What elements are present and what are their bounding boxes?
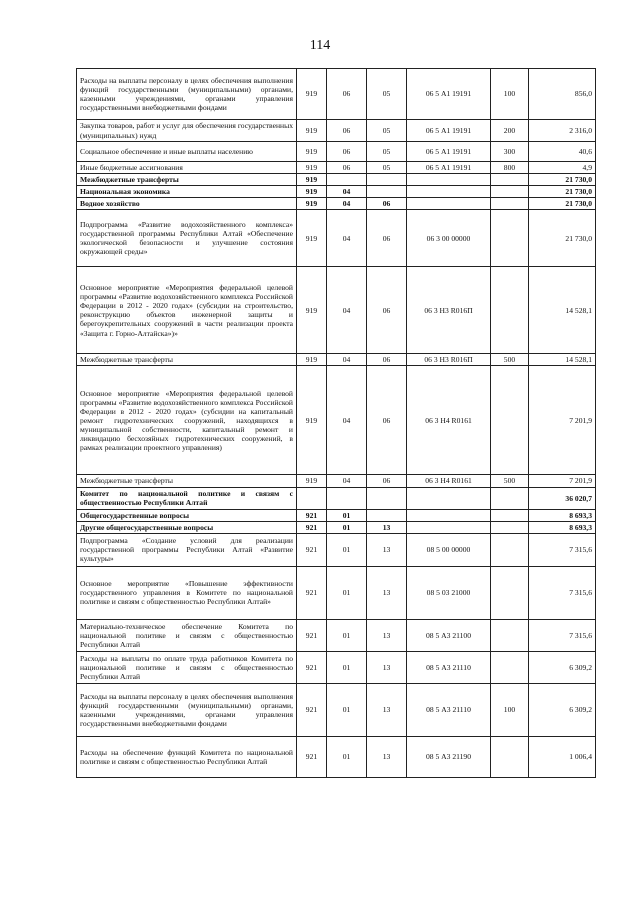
row-name: Материально-техническое обеспечение Комитета по национальной политике и связям с общественностью Республики Алтай — [77, 619, 297, 651]
row-name: Расходы на выплаты персоналу в целях обеспечения выполнения функций государственными (муниципальными) органами, казенными учреждениями, органами управления государственными внебюджетными фондами — [77, 683, 297, 736]
expense-type-code — [491, 651, 529, 683]
subsection-code: 13 — [367, 736, 407, 777]
section-code: 01 — [327, 566, 367, 619]
target-article-code: 08 5 А3 21100 — [407, 619, 491, 651]
subsection-code — [367, 487, 407, 509]
subsection-code — [367, 186, 407, 198]
expense-type-code — [491, 566, 529, 619]
expense-type-code: 200 — [491, 120, 529, 142]
grbs-code: 921 — [297, 566, 327, 619]
grbs-code: 921 — [297, 509, 327, 521]
expense-type-code — [491, 533, 529, 566]
section-code: 04 — [327, 354, 367, 366]
subsection-code: 06 — [367, 210, 407, 267]
amount: 6 309,2 — [529, 651, 596, 683]
row-name: Иные бюджетные ассигнования — [77, 162, 297, 174]
expense-type-code — [491, 174, 529, 186]
expense-type-code: 300 — [491, 142, 529, 162]
expense-type-code: 500 — [491, 354, 529, 366]
amount: 7 315,6 — [529, 619, 596, 651]
amount: 7 201,9 — [529, 475, 596, 487]
row-name: Подпрограмма «Развитие водохозяйственного комплекса» государственной программы Республики Алтай «Обеспечение экологической безопасности и улучшение состояния окружающей среды» — [77, 210, 297, 267]
section-code: 04 — [327, 475, 367, 487]
subsection-code: 13 — [367, 683, 407, 736]
target-article-code: 06 5 А1 19191 — [407, 162, 491, 174]
target-article-code: 06 3 Н4 R0161 — [407, 366, 491, 475]
grbs-code: 919 — [297, 267, 327, 354]
row-name: Основное мероприятие «Мероприятия федеральной целевой программы «Развитие водохозяйственного комплекса Российской Федерации в 2012 - 2020 годах» (субсидии на капитальный ремонт гидротехнических сооружений, находящихся в муниципальной собственности, капитальный ремонт и ликвидацию бесхозяйных гидротехнических сооружений, в рамках реализации проектного управления) — [77, 366, 297, 475]
table-row — [77, 267, 596, 354]
expense-type-code: 100 — [491, 683, 529, 736]
row-name: Закупка товаров, работ и услуг для обеспечения государственных (муниципальных) нужд — [77, 120, 297, 142]
target-article-code: 08 5 03 21000 — [407, 566, 491, 619]
table-row — [77, 354, 596, 366]
amount: 40,6 — [529, 142, 596, 162]
target-article-code — [407, 521, 491, 533]
section-code: 04 — [327, 186, 367, 198]
amount: 21 730,0 — [529, 186, 596, 198]
grbs-code: 919 — [297, 142, 327, 162]
subsection-code: 13 — [367, 619, 407, 651]
grbs-code: 919 — [297, 210, 327, 267]
section-code: 01 — [327, 533, 367, 566]
amount: 7 315,6 — [529, 533, 596, 566]
row-name: Основное мероприятие «Повышение эффективности государственного управления в Комитете по национальной политике и связям с общественностью Республики Алтай» — [77, 566, 297, 619]
target-article-code: 06 5 А1 19191 — [407, 120, 491, 142]
target-article-code: 08 5 А3 21190 — [407, 736, 491, 777]
grbs-code: 921 — [297, 619, 327, 651]
grbs-code: 919 — [297, 354, 327, 366]
section-code: 06 — [327, 142, 367, 162]
section-code: 04 — [327, 366, 367, 475]
table-row — [77, 566, 596, 619]
row-name: Межбюджетные трансферты — [77, 174, 297, 186]
section-code: 04 — [327, 210, 367, 267]
amount: 6 309,2 — [529, 683, 596, 736]
target-article-code: 06 3 Н3 R016П — [407, 267, 491, 354]
subsection-code: 06 — [367, 366, 407, 475]
subsection-code: 05 — [367, 69, 407, 120]
row-name: Водное хозяйство — [77, 198, 297, 210]
grbs-code: 919 — [297, 69, 327, 120]
section-code: 04 — [327, 198, 367, 210]
table-row — [77, 162, 596, 174]
target-article-code — [407, 509, 491, 521]
row-name: Межбюджетные трансферты — [77, 354, 297, 366]
row-name: Основное мероприятие «Мероприятия федеральной целевой программы «Развитие водохозяйственного комплекса Российской Федерации в 2012 - 2020 годах» (субсидии на строительство, реконструкцию объектов инженерной защиты и берегоукрепительных сооружений в части реализации проекта «Защита г. Горно-Алтайска»)» — [77, 267, 297, 354]
amount: 14 528,1 — [529, 354, 596, 366]
expense-type-code — [491, 487, 529, 509]
target-article-code: 06 5 А1 19191 — [407, 142, 491, 162]
table-row — [77, 683, 596, 736]
amount: 4,9 — [529, 162, 596, 174]
table-row — [77, 366, 596, 475]
table-row — [77, 619, 596, 651]
page-number: 114 — [309, 38, 331, 53]
row-name: Межбюджетные трансферты — [77, 475, 297, 487]
amount: 21 730,0 — [529, 198, 596, 210]
expense-type-code — [491, 366, 529, 475]
amount: 2 316,0 — [529, 120, 596, 142]
budget-table-body — [77, 69, 596, 778]
table-row — [77, 69, 596, 120]
grbs-code: 921 — [297, 683, 327, 736]
table-row — [77, 521, 596, 533]
section-code: 06 — [327, 162, 367, 174]
expense-type-code — [491, 619, 529, 651]
section-code: 01 — [327, 619, 367, 651]
expense-type-code — [491, 521, 529, 533]
target-article-code: 06 3 00 00000 — [407, 210, 491, 267]
grbs-code: 919 — [297, 162, 327, 174]
row-name: Подпрограмма «Создание условий для реализации государственной программы Республики Алтай «Развитие культуры» — [77, 533, 297, 566]
amount: 7 315,6 — [529, 566, 596, 619]
grbs-code: 921 — [297, 736, 327, 777]
amount: 8 693,3 — [529, 509, 596, 521]
table-row — [77, 533, 596, 566]
section-code: 01 — [327, 521, 367, 533]
amount: 14 528,1 — [529, 267, 596, 354]
table-row — [77, 487, 596, 509]
grbs-code: 919 — [297, 198, 327, 210]
section-code: 04 — [327, 267, 367, 354]
table-row — [77, 198, 596, 210]
expense-type-code: 500 — [491, 475, 529, 487]
target-article-code: 08 5 00 00000 — [407, 533, 491, 566]
target-article-code: 06 5 А1 19191 — [407, 69, 491, 120]
target-article-code — [407, 186, 491, 198]
row-name: Социальное обеспечение и иные выплаты населению — [77, 142, 297, 162]
amount: 856,0 — [529, 69, 596, 120]
amount: 8 693,3 — [529, 521, 596, 533]
subsection-code: 06 — [367, 267, 407, 354]
target-article-code: 06 3 Н3 R016П — [407, 354, 491, 366]
grbs-code: 919 — [297, 120, 327, 142]
section-code: 01 — [327, 509, 367, 521]
target-article-code: 08 5 А3 21110 — [407, 683, 491, 736]
grbs-code: 921 — [297, 533, 327, 566]
expense-type-code: 100 — [491, 69, 529, 120]
table-row — [77, 186, 596, 198]
expense-type-code — [491, 186, 529, 198]
amount: 21 730,0 — [529, 174, 596, 186]
grbs-code: 921 — [297, 651, 327, 683]
subsection-code: 06 — [367, 198, 407, 210]
table-row — [77, 174, 596, 186]
subsection-code: 13 — [367, 566, 407, 619]
target-article-code: 08 5 А3 21110 — [407, 651, 491, 683]
budget-table — [76, 68, 596, 778]
row-name: Расходы на обеспечение функций Комитета по национальной политике и связям с общественностью Республики Алтай — [77, 736, 297, 777]
amount: 7 201,9 — [529, 366, 596, 475]
expense-type-code — [491, 736, 529, 777]
subsection-code: 05 — [367, 120, 407, 142]
table-row — [77, 142, 596, 162]
expense-type-code — [491, 509, 529, 521]
amount: 36 020,7 — [529, 487, 596, 509]
subsection-code: 05 — [367, 162, 407, 174]
table-row — [77, 509, 596, 521]
subsection-code: 13 — [367, 651, 407, 683]
grbs-code: 919 — [297, 366, 327, 475]
target-article-code: 06 3 Н4 R0161 — [407, 475, 491, 487]
table-row — [77, 120, 596, 142]
section-code: 06 — [327, 120, 367, 142]
grbs-code: 919 — [297, 186, 327, 198]
amount: 21 730,0 — [529, 210, 596, 267]
expense-type-code — [491, 198, 529, 210]
subsection-code — [367, 509, 407, 521]
row-name: Расходы на выплаты персоналу в целях обеспечения выполнения функций государственными (муниципальными) органами, казенными учреждениями, органами управления государственными внебюджетными фондами — [77, 69, 297, 120]
grbs-code: 921 — [297, 521, 327, 533]
row-name: Национальная экономика — [77, 186, 297, 198]
table-row — [77, 210, 596, 267]
target-article-code — [407, 198, 491, 210]
section-code: 01 — [327, 651, 367, 683]
row-name: Другие общегосударственные вопросы — [77, 521, 297, 533]
expense-type-code — [491, 267, 529, 354]
section-code — [327, 487, 367, 509]
table-row — [77, 475, 596, 487]
subsection-code: 13 — [367, 533, 407, 566]
table-row — [77, 736, 596, 777]
grbs-code: 919 — [297, 174, 327, 186]
expense-type-code: 800 — [491, 162, 529, 174]
amount: 1 006,4 — [529, 736, 596, 777]
subsection-code: 06 — [367, 475, 407, 487]
target-article-code — [407, 174, 491, 186]
grbs-code — [297, 487, 327, 509]
subsection-code: 13 — [367, 521, 407, 533]
table-row — [77, 651, 596, 683]
subsection-code — [367, 174, 407, 186]
grbs-code: 919 — [297, 475, 327, 487]
expense-type-code — [491, 210, 529, 267]
row-name: Общегосударственные вопросы — [77, 509, 297, 521]
row-name: Комитет по национальной политике и связям с общественностью Республики Алтай — [77, 487, 297, 509]
row-name: Расходы на выплаты по оплате труда работников Комитета по национальной политике и связям с общественностью Республики Алтай — [77, 651, 297, 683]
target-article-code — [407, 487, 491, 509]
subsection-code: 06 — [367, 354, 407, 366]
section-code: 06 — [327, 69, 367, 120]
section-code — [327, 174, 367, 186]
section-code: 01 — [327, 736, 367, 777]
section-code: 01 — [327, 683, 367, 736]
subsection-code: 05 — [367, 142, 407, 162]
